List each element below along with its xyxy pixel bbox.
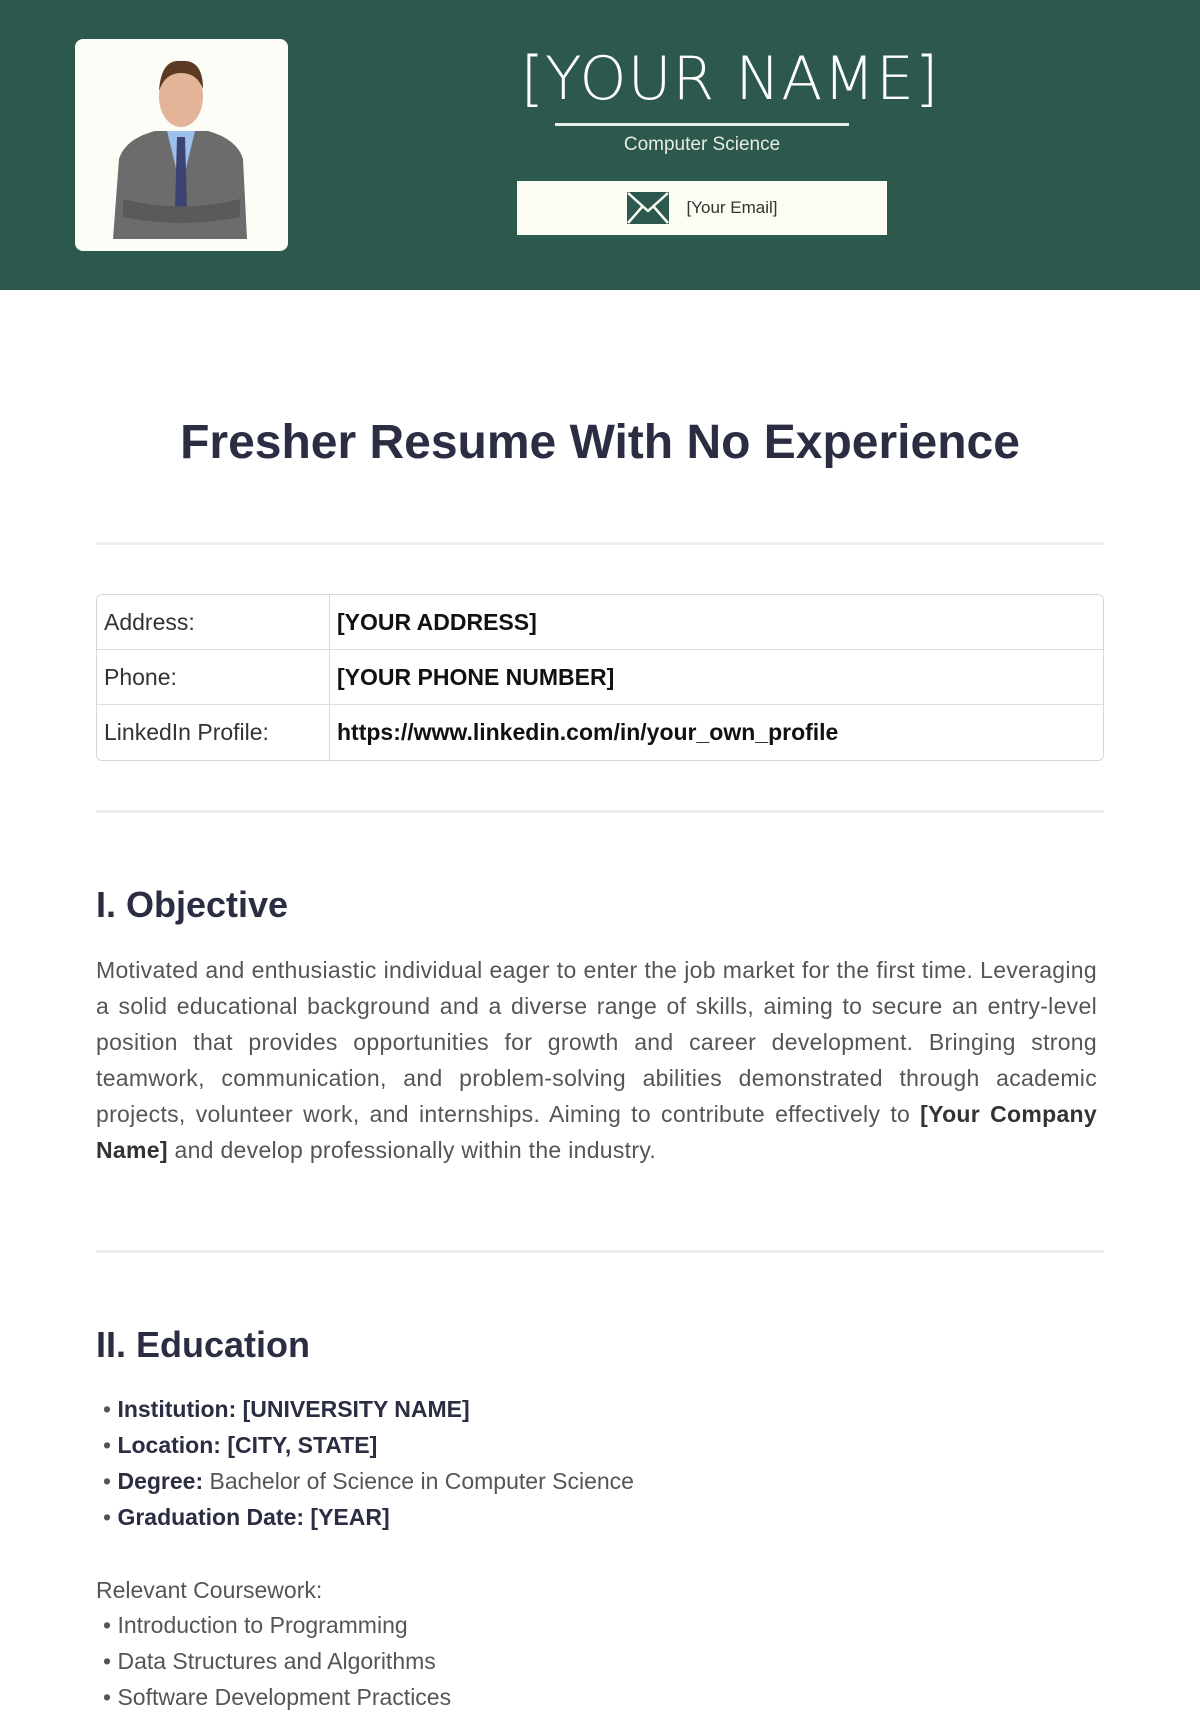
divider xyxy=(96,542,1104,545)
objective-text-part: Motivated and enthusiastic individual eager to enter the job market for the first time. Leveraging a solid educational background and a diverse range of skills, aiming to secure an entry-level position that provides opportunities for growth and career development. Bringing strong teamwork, communication, and problem-solving abilities demonstrated through academic projects, volunteer work, and internships. Aiming to contribute effectively to xyxy=(96,957,1097,1127)
envelope-icon xyxy=(626,191,670,225)
profile-photo xyxy=(75,39,288,251)
list-item: • Institution: [UNIVERSITY NAME] xyxy=(103,1396,470,1422)
candidate-field: Computer Science xyxy=(623,134,781,155)
candidate-name: [YOUR NAME] xyxy=(520,44,940,114)
phone-value: [YOUR PHONE NUMBER] xyxy=(330,650,1103,705)
course: Data Structures and Algorithms xyxy=(117,1648,436,1674)
company-name: [Your Company Name] xyxy=(96,1101,1097,1163)
item-label: Institution: [UNIVERSITY NAME] xyxy=(117,1396,470,1422)
education-heading: II. Education xyxy=(96,1324,311,1365)
document-title: Fresher Resume With No Experience xyxy=(180,416,1020,469)
list-item: • Location: [CITY, STATE] xyxy=(103,1432,378,1458)
email-box[interactable] xyxy=(517,181,887,235)
education-list xyxy=(103,1391,634,1535)
list-item: • Introduction to Programming xyxy=(103,1612,408,1638)
item-label: Graduation Date: [YEAR] xyxy=(117,1504,390,1530)
course: Introduction to Programming xyxy=(117,1612,408,1638)
coursework-list xyxy=(103,1607,451,1715)
objective-text-part: and develop professionally within the industry. xyxy=(167,1137,657,1163)
table-row xyxy=(97,650,1103,705)
objective-heading: I. Objective xyxy=(96,884,289,925)
list-item: • Degree: Bachelor of Science in Computer Science xyxy=(103,1468,634,1494)
list-item: • Data Structures and Algorithms xyxy=(103,1648,436,1674)
item-label: Degree: xyxy=(117,1468,204,1494)
coursework-label: Relevant Coursework: xyxy=(96,1577,323,1603)
contact-table xyxy=(96,594,1104,761)
divider xyxy=(96,1250,1104,1253)
divider xyxy=(96,810,1104,813)
table-row xyxy=(97,705,1103,760)
list-item: • Software Development Practices xyxy=(103,1684,452,1710)
address-value: [YOUR ADDRESS] xyxy=(330,595,1103,650)
item-label: Location: [CITY, STATE] xyxy=(117,1432,378,1458)
linkedin-value: https://www.linkedin.com/in/your_own_profile xyxy=(337,719,839,745)
name-divider xyxy=(555,123,849,126)
item-value: Bachelor of Science in Computer Science xyxy=(203,1468,634,1494)
course: Software Development Practices xyxy=(117,1684,452,1710)
phone-label: Phone: xyxy=(97,650,330,705)
objective-text xyxy=(96,952,1097,1168)
resume-header xyxy=(0,0,1200,290)
list-item: • Graduation Date: [YEAR] xyxy=(103,1504,390,1530)
email-text: [Your Email] xyxy=(686,198,778,217)
table-row xyxy=(97,595,1103,650)
address-label: Address: xyxy=(97,595,330,650)
linkedin-label: LinkedIn Profile: xyxy=(97,705,330,760)
